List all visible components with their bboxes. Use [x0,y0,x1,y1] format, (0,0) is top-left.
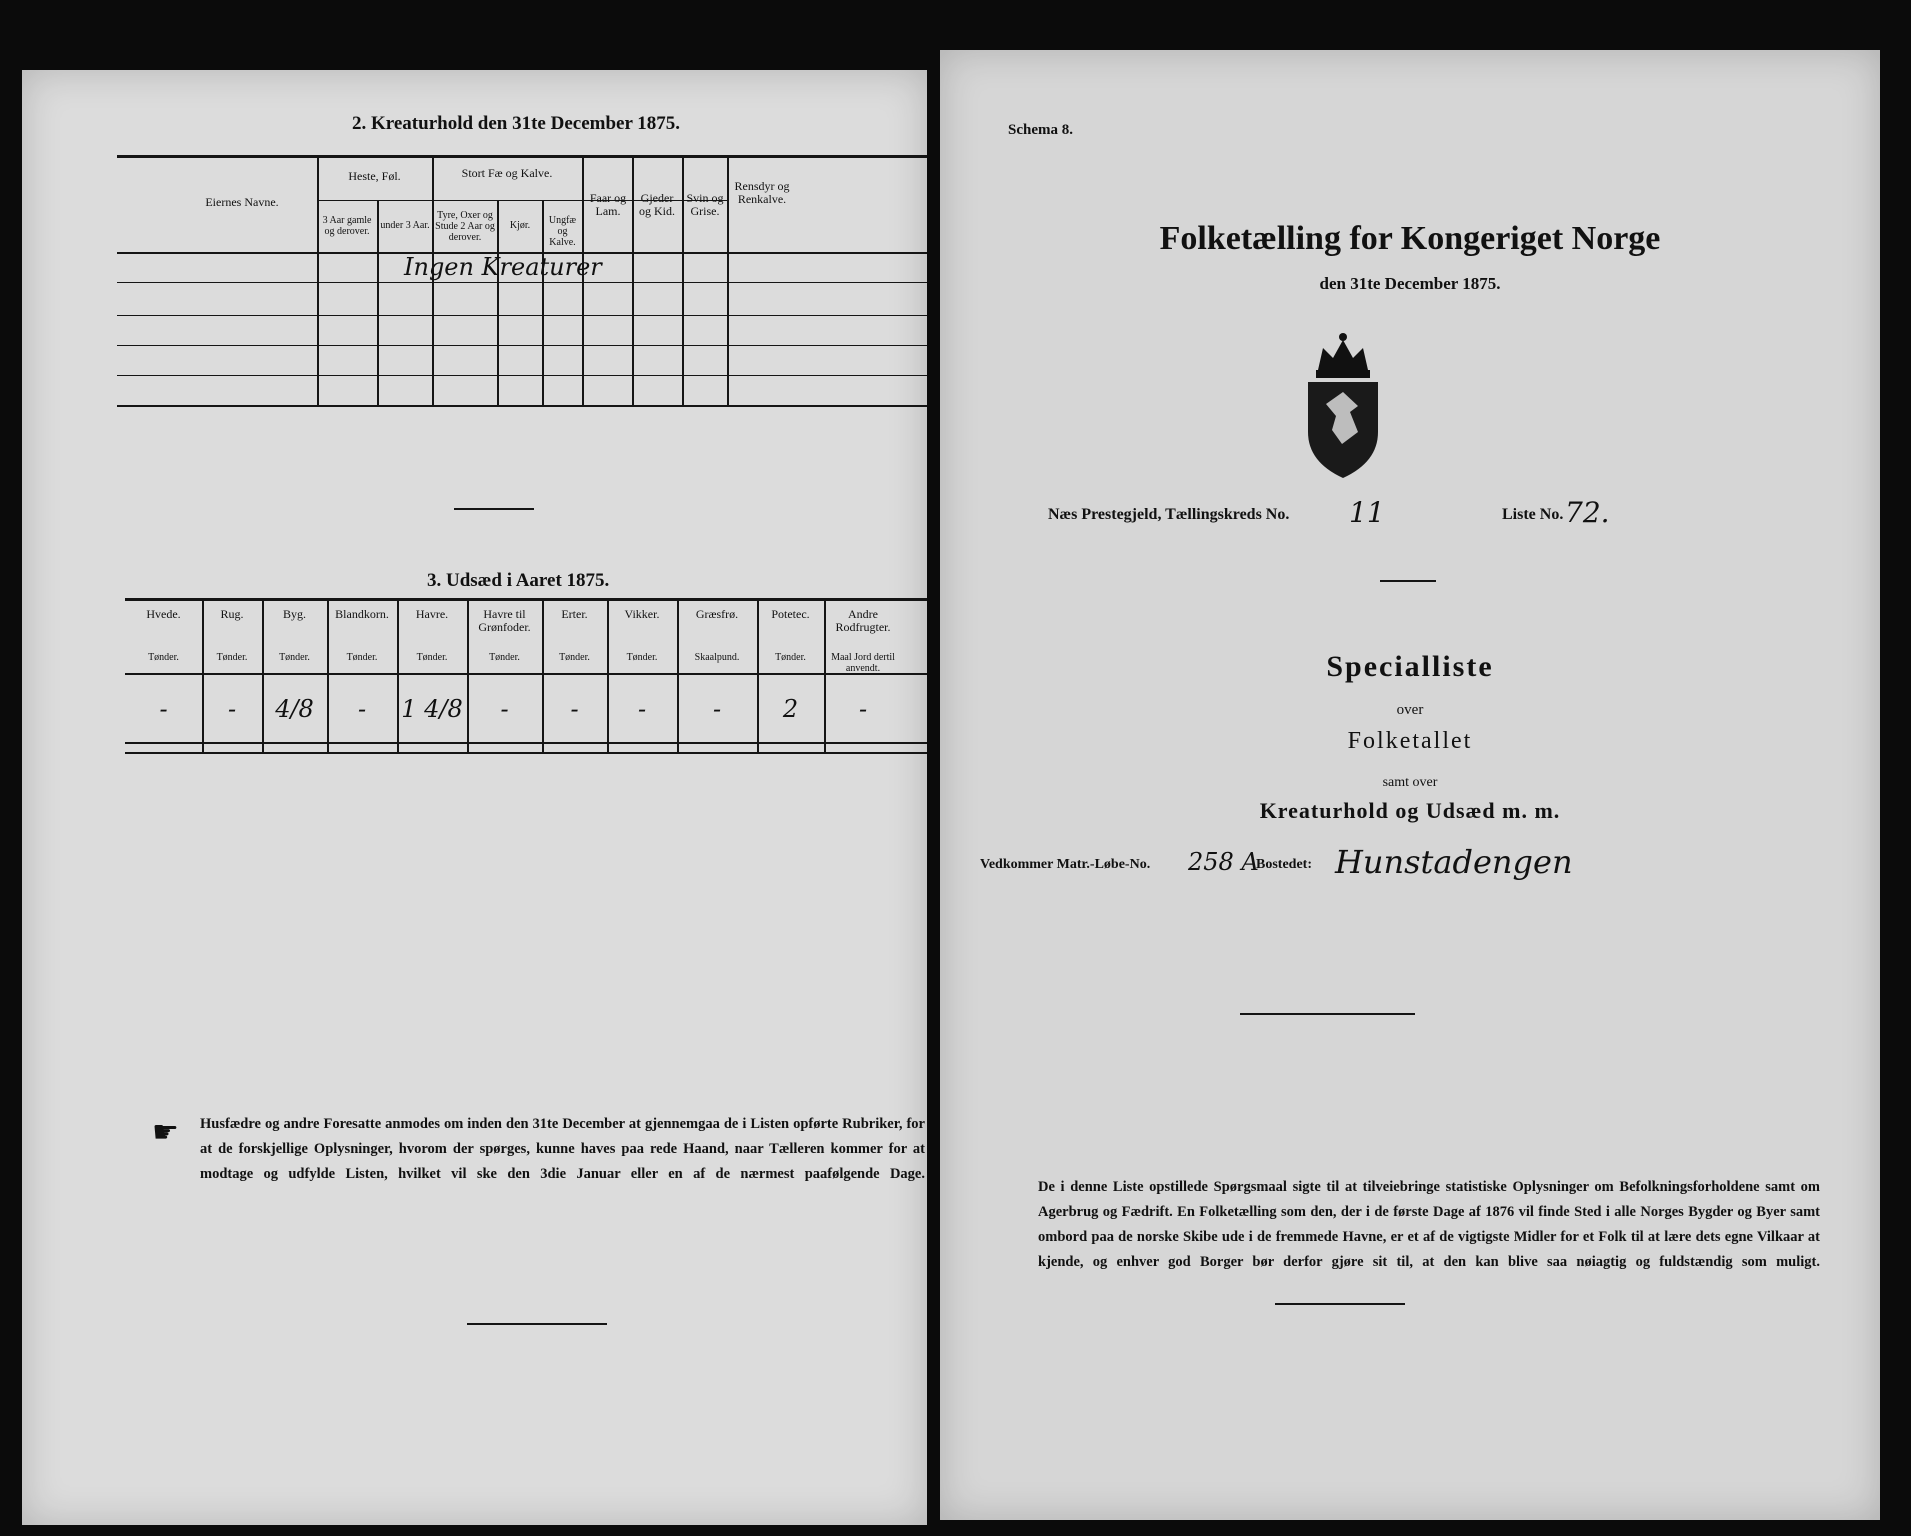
crop-unit: Tønder. [626,652,658,663]
crop-value: - [712,695,722,723]
crop-unit: Tønder. [279,652,310,663]
horses-header: Heste, Føl. [348,169,401,183]
crop-unit: Tønder. [216,652,248,663]
list-label: Liste No. [1502,506,1564,523]
crop-unit: Tønder. [416,652,448,663]
folketallet-label: Folketallet [1347,728,1473,754]
notice-text: Husfædre og andre Foresatte anmodes om inden den 31te December at gjennemgaa de i Listen opførte Rubriker, for at de forskjellige Oplysninger, hvorom der spørges, kunne haves paa rede Haand, naar Tælleren kommer for at modtage og udfylde Listen, hvilket vil ske den 3die Januar eller en af de nærmest paafølgende Dage. [200,1116,925,1182]
crop-unit: Maal Jord dertil anvendt. [831,652,895,674]
crop-name: Hvede. [146,607,181,621]
coat-of-arms-icon [1288,332,1398,482]
samt-over-label: samt over [1382,775,1438,790]
pointing-hand-icon: ☛ [152,1116,179,1149]
crop-name: Rug. [220,607,244,621]
census-title: Folketælling for Kongeriget Norge [1159,220,1661,257]
pigs-header: Svin og Grise. [686,191,724,218]
crop-value: - [227,695,237,723]
crop-name: Erter. [561,607,588,621]
footer-text: De i denne Liste opstillede Spørgsmaal sigte til at tilveiebringe statistiske Oplysninger om Befolkningsforholdene samt om Agerbrug og Fædrift. En Folketælling som den, der i de første Dage af 1876 vil finde Sted i alle Norges Bygder og Byer samt ombord paa de norske Skibe ude i de fremmede Havne, er et af de vigtigste Midler for et Folk til at lære dets egne Vilkaar at kjende, og enhver god Borger bør derfor gjøre sit til, at den kan blive saa nøiagtig og fuldstændig som muligt. [1038,1179,1820,1270]
horses-sub1-header: 3 Aar gamle og derover. [322,215,372,237]
cattle-sub1-header: Tyre, Oxer og Stude 2 Aar og derover. [435,210,495,243]
divider [1380,580,1436,582]
matr-label: Vedkommer Matr.-Løbe-No. [980,857,1151,872]
crop-column-divider [607,598,609,754]
crop-unit: Skaalpund. [694,652,740,663]
horses-sub2-header: under 3 Aar. [380,220,430,231]
crop-name: Blandkorn. [335,607,389,621]
crop-value: - [500,695,509,723]
special-heading: Specialliste [1326,650,1494,683]
crop-value: 1 4/8 [401,695,463,723]
crop-name: Græsfrø. [695,607,739,621]
crop-value: - [858,695,868,723]
crop-unit: Tønder. [559,652,590,663]
right-page [940,50,1880,1520]
crop-column-divider [542,598,544,754]
reindeer-header: Rensdyr og Renkalve. [734,179,790,206]
left-page [22,70,927,1525]
matr-value: 258 A [1188,848,1259,876]
crop-unit: Tønder. [775,652,806,663]
crop-unit: Tønder. [148,652,179,663]
crop-name: Andre Rodfrugter. [835,607,891,634]
crop-value: - [357,695,367,723]
owner-header: Eiernes Navne. [205,195,279,209]
crop-name: Havre til Grønfoder. [478,607,531,634]
crop-value: 2 [782,695,799,723]
crop-name: Vikker. [624,607,660,621]
over-label: over [1396,702,1424,718]
crop-unit: Tønder. [346,652,378,663]
crop-column-divider [262,598,264,754]
crop-name: Byg. [282,607,306,621]
crop-name: Havre. [415,607,449,621]
crop-value: - [637,695,647,723]
crop-unit: Tønder. [489,652,520,663]
crop-column-divider [327,598,329,754]
bosted-label: Bostedet: [1256,857,1312,872]
crop-column-divider [202,598,204,754]
crop-value: - [570,695,579,723]
divider [1240,1013,1415,1015]
section3-title: 3. Udsæd i Aaret 1875. [427,570,610,591]
divider [454,508,534,510]
section2-title: 2. Kreaturhold den 31te December 1875. [352,113,681,134]
cattle-sub3-header: Ungfæ og Kalve. [548,215,577,248]
footer-divider [467,1323,607,1325]
footer-divider [1275,1303,1405,1305]
parish-value: 11 [1349,496,1385,529]
list-value: 72. [1565,496,1610,529]
crop-name: Potetec. [771,607,810,621]
cattle-header: Stort Fæ og Kalve. [461,166,553,180]
parish-label: Næs Prestegjeld, Tællingskreds No. [1048,506,1290,523]
schema-label: Schema 8. [1008,122,1073,138]
bosted-value: Hunstadengen [1335,843,1573,881]
cattle-sub2-header: Kjør. [509,220,531,231]
crop-column-divider [757,598,759,754]
crop-value: 4/8 [275,695,314,723]
kreaturhold-heading: Kreaturhold og Udsæd m. m. [1259,798,1561,823]
sheep-header: Faar og Lam. [589,191,627,218]
goats-header: Gjeder og Kid. [639,191,675,218]
crop-column-divider [677,598,679,754]
crop-value: - [159,695,168,723]
livestock-entry: Ingen Kreaturer [404,253,602,281]
crop-column-divider [397,598,399,754]
census-subtitle: den 31te December 1875. [1319,274,1501,293]
